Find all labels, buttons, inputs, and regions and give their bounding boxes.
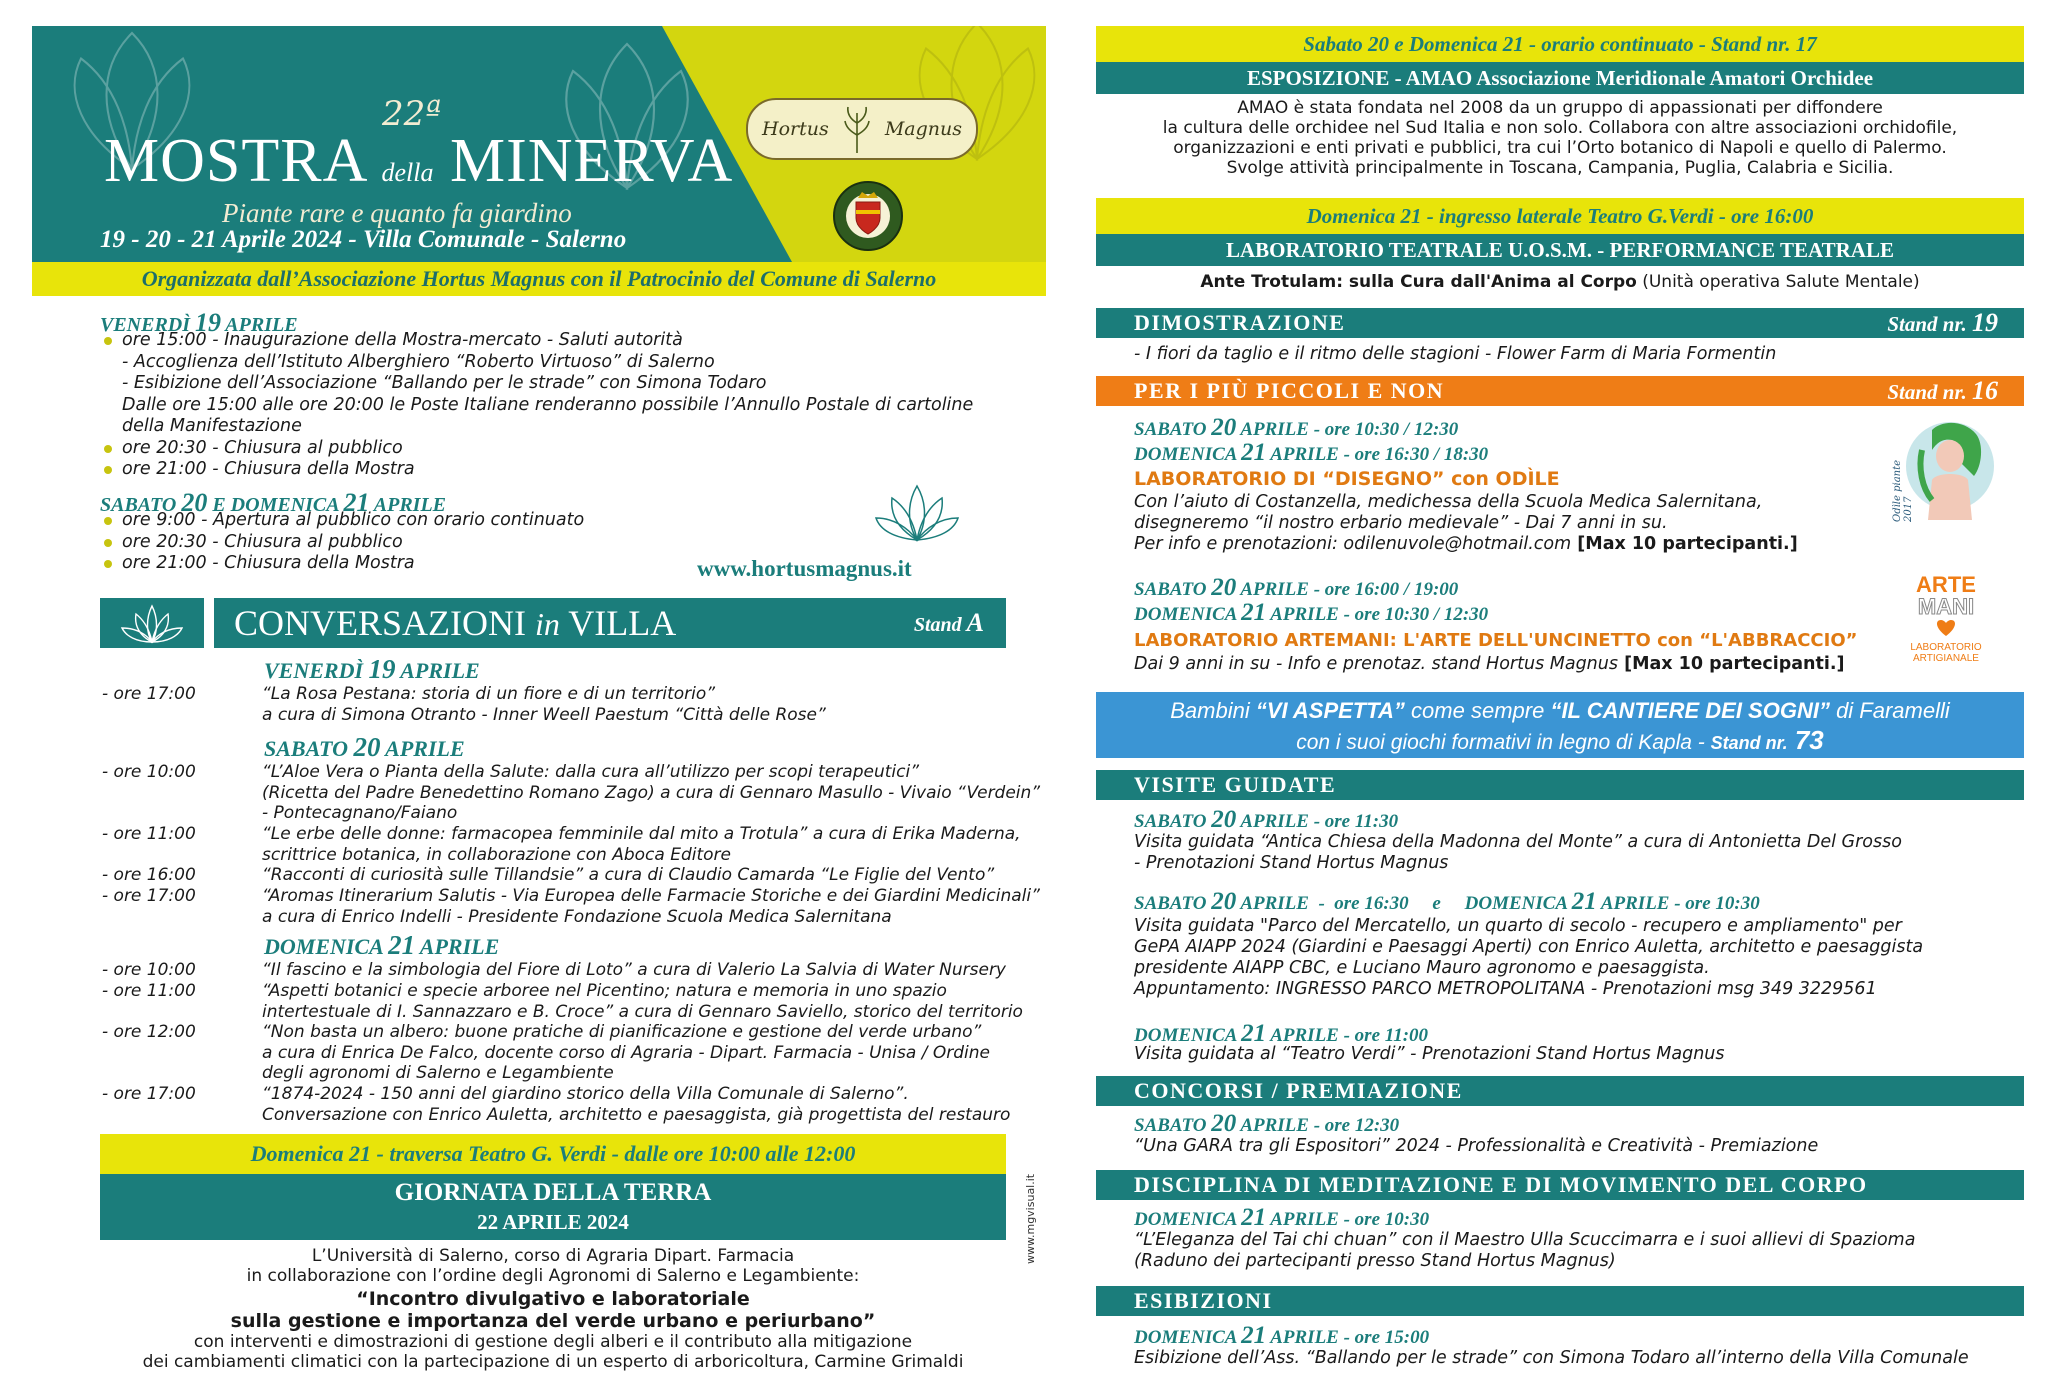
text-span: di Faramelli [1829, 698, 1950, 723]
talk-time: - ore 12:00 [102, 1022, 196, 1042]
talk-time: - ore 10:00 [102, 960, 196, 980]
day-number: 20 [1211, 1110, 1237, 1137]
text-line: organizzazioni e enti privati e pubblici, tra cui l’Orto botanico di Napoli e quello di Palermo. [1173, 138, 1947, 158]
teatro-unit: (Unità operativa Salute Mentale) [1636, 272, 1920, 292]
concorsi-heading [1096, 1076, 2024, 1106]
plant-logo-icon [842, 103, 872, 155]
day-number: 20 [181, 488, 208, 517]
talk-text [262, 960, 1022, 981]
text-span: “IL CANTIERE DEI SOGNI” [1550, 698, 1830, 723]
day-name: VENERDÌ [100, 314, 191, 336]
talk-line: “1874-2024 - 150 anni del giardino storico della Villa Comunale di Salerno”. [262, 1084, 909, 1104]
talk-line: “Le erbe delle donne: farmacopea femminile dal mito a Trotula” a cura di Erika Maderna, [262, 824, 1021, 844]
talk-text [262, 865, 1022, 886]
day-name: SABATO [1134, 811, 1207, 832]
day-number: 21 [343, 488, 370, 517]
text-line: AMAO è stata fondata nel 2008 da un gruppo di appassionati per diffondere [1237, 98, 1883, 118]
artemani-word-mani: MANI [1917, 594, 1975, 619]
hortus-magnus-logo [746, 98, 978, 160]
talk-line: “La Rosa Pestana: storia di un fiore e di un territorio” [262, 684, 716, 704]
amao-date-band: Sabato 20 e Domenica 21 - orario continuato - Stand nr. 17 [1096, 26, 2024, 62]
text-line: Visita guidata “Antica Chiesa della Madonna del Monte” a cura di Antonietta Del Grosso [1134, 832, 1902, 852]
text-line: “Incontro divulgativo e laboratoriale [356, 1288, 750, 1310]
teatro-date-band: Domenica 21 - ingresso laterale Teatro G.Verdi - ore 16:00 [1096, 198, 2024, 234]
amao-description [1096, 98, 2024, 178]
text-span: “VI ASPETTA” [1255, 698, 1405, 723]
day-number: 20 [1211, 806, 1237, 833]
title-word: CONVERSAZIONI [234, 603, 526, 643]
list-item: della Manifestazione [122, 416, 302, 436]
terra-incontro-title [100, 1288, 1006, 1332]
stand-label [1887, 308, 1998, 339]
day-name: DOMENICA [1134, 1025, 1237, 1046]
text-line: L’Università di Salerno, corso di Agraria Dipart. Farmacia [311, 1246, 795, 1266]
terra-title-band [100, 1174, 1006, 1240]
text-span: con i suoi giochi formativi in legno di Kapla - [1296, 731, 1711, 754]
text-line: GePA AIAPP 2024 (Giardini e Paesaggi Aperti) con Enrico Auletta, architetto e paesaggista [1134, 937, 1924, 957]
list-item: ore 21:00 - Chiusura della Mostra [102, 553, 584, 575]
talk-line: scrittrice botanica, in collaborazione con Aboca Editore [262, 844, 731, 865]
text-line: Con l’aiuto di Costanzella, medichessa della Scuola Medica Salernitana, [1134, 492, 1763, 512]
talk-time: - ore 11:00 [102, 981, 196, 1001]
day-name: DOMENICA [1134, 444, 1237, 465]
day-name: DOMENICA [264, 934, 383, 959]
list-item: ore 21:00 - Chiusura della Mostra [102, 459, 973, 481]
talk-text [262, 762, 1041, 824]
stand-text: Stand [913, 614, 962, 636]
section-title: DISCIPLINA DI MEDITAZIONE E DI MOVIMENTO DEL CORPO [1134, 1172, 1868, 1197]
stand-text: Stand nr. [1887, 380, 1967, 404]
talk-line: intertestuale di I. Sannazzaro e B. Croce” a cura di Gennaro Saviello, storico del territorio [262, 1001, 1023, 1022]
lab2-day-sunday [1134, 599, 1488, 627]
talk-time: - ore 10:00 [102, 762, 196, 782]
talk-line: “L’Aloe Vera o Pianta della Salute: dalla cura all’utilizzo per scopi terapeutici” [262, 762, 920, 782]
day-number: 21 [388, 930, 416, 960]
text-line: in collaborazione con l’ordine degli Agronomi di Salerno e Legambiente: [246, 1266, 860, 1286]
stand-value: A [966, 608, 984, 637]
day-number: 19 [195, 308, 222, 337]
stand-text: Stand nr. [1887, 312, 1967, 336]
day-time: APRILE - ore 10:30 / 12:30 [1240, 419, 1459, 440]
talk-line: “Aspetti botanici e specie arboree nel Picentino; natura e memoria in uno spazio [262, 981, 947, 1001]
left-column [32, 26, 1046, 1376]
conversazioni-icon-box [100, 598, 204, 648]
concorsi-description: “Una GARA tra gli Espositori” 2024 - Professionalità e Creatività - Premiazione [1134, 1136, 1819, 1156]
lotus-icon [100, 598, 204, 648]
text-line: Visita guidata "Parco del Mercatello, un quarto di secolo - recupero e ampliamento" per [1134, 916, 1902, 936]
text-line: presidente AIAPP CBC, e Luciano Mauro agronomo e paesaggista. [1134, 958, 1710, 978]
heart-hands-icon [1931, 618, 1961, 638]
talk-item [102, 684, 1022, 726]
teatro-description [1096, 272, 2024, 292]
talk-time: - ore 17:00 [102, 684, 196, 704]
terra-date-band: Domenica 21 - traversa Teatro G. Verdi - dalle ore 10:00 alle 12:00 [100, 1134, 1006, 1174]
day-name: SABATO [1134, 893, 1207, 914]
day-name: DOMENICA [1134, 1209, 1237, 1230]
title-word-minerva: MINERVA [449, 127, 734, 195]
list-item: - Esibizione dell’Associazione “Ballando per le strade” con Simona Todaro [122, 373, 767, 393]
day-number: 21 [1241, 599, 1267, 626]
day-name: SABATO [1134, 579, 1207, 600]
talk-text [262, 824, 1022, 865]
text-line: (Raduno dei partecipanti presso Stand Hortus Magnus) [1134, 1251, 1616, 1271]
kapla-banner [1096, 692, 2024, 758]
poster-header [32, 26, 1046, 262]
text-span: Bambini [1170, 698, 1256, 723]
artemani-word-arte: ARTE [1916, 572, 1976, 597]
visit1-day [1134, 806, 1398, 834]
day-name: VENERDÌ [264, 658, 364, 683]
list-item: ore 20:30 - Chiusura al pubblico [102, 438, 973, 460]
conversazioni-band [100, 598, 1006, 648]
section-title: ESIBIZIONI [1134, 1288, 1273, 1313]
day-month: APRILE [225, 314, 298, 336]
talk-text [262, 1084, 1022, 1125]
day-time: APRILE - ore 10:30 / 12:30 [1270, 604, 1489, 625]
day-time: APRILE - ore 16:30 / 18:30 [1270, 444, 1489, 465]
lab1-max: [Max 10 partecipanti.] [1571, 534, 1798, 554]
talk-item [102, 1084, 1022, 1126]
piccoli-heading [1096, 376, 2024, 406]
text-line: “L’Eleganza del Tai chi chuan” con il Maestro Ulla Scuccimarra e i suoi allievi di Spaziomа [1134, 1230, 1916, 1250]
day-number: 21 [1241, 439, 1267, 466]
conv-friday-heading [264, 654, 480, 685]
stand-label [914, 598, 984, 650]
text-span: come sempre [1404, 698, 1551, 723]
terra-outro [100, 1332, 1006, 1372]
list-item: - Accoglienza dell’Istituto Alberghiero “Roberto Virtuoso” di Salerno [122, 351, 715, 372]
talk-time: - ore 16:00 [102, 865, 196, 885]
lab2-info: Dai 9 anni in su - Info e prenotaz. stand Hortus Magnus [1134, 654, 1618, 674]
day-time: APRILE - ore 10:30 [1600, 893, 1760, 914]
day-month: APRILE [400, 658, 480, 683]
meditazione-description [1134, 1230, 1915, 1272]
day-number: 20 [1211, 414, 1237, 441]
printer-credit: www.mgvisual.it [1024, 1173, 1037, 1264]
teatro-title-band: LABORATORIO TEATRALE U.O.S.M. - PERFORMANCE TEATRALE [1096, 234, 2024, 266]
lab2-title: LABORATORIO ARTEMANI: L'ARTE DELL'UNCINETTO con “L'ABBRACCIO” [1134, 630, 1858, 651]
conv-sunday-heading [264, 930, 499, 961]
talk-item [102, 1022, 1022, 1084]
talk-line: Conversazione con Enrico Auletta, architetto e paesaggista, già progettista del restauro [262, 1104, 1011, 1125]
friday-program-list [102, 330, 973, 481]
talk-text [262, 1022, 1022, 1084]
talk-line: “Racconti di curiosità sulle Tillandsie” a cura di Claudio Camarda “Le Figlie del Vento” [262, 865, 995, 885]
day-time: APRILE - ore 12:30 [1240, 1115, 1400, 1136]
visit1-description [1134, 832, 1902, 874]
list-item: ore 15:00 - Inaugurazione della Mostra-mercato - Saluti autorità [102, 330, 973, 352]
lab1-day-sunday [1134, 439, 1488, 467]
text-line: disegneremo “il nostro erbario medievale” - Dai 7 anni in su. [1134, 513, 1668, 533]
logo-text-hortus: Hortus [762, 118, 829, 140]
concorsi-day [1134, 1110, 1399, 1138]
day-number: 20 [1211, 574, 1237, 601]
talk-item [102, 886, 1040, 928]
comune-salerno-seal-icon [830, 178, 906, 254]
text-line: sulla gestione e importanza del verde urbano e periurbano” [230, 1310, 876, 1332]
title-word: in [535, 606, 560, 642]
day-name: DOMENICA [1464, 893, 1568, 914]
day-number: 21 [1241, 1322, 1267, 1349]
day-number: 19 [368, 654, 396, 684]
title-word-mostra: MOSTRA [104, 127, 365, 195]
esibizioni-description: Esibizione dell’Ass. “Ballando per le strade” con Simona Todaro all’interno della Villa Comunale [1134, 1348, 1969, 1368]
text-span: Stand nr. [1710, 733, 1788, 753]
day-month: APRILE [373, 494, 447, 516]
section-title: PER I PIÙ PICCOLI E NON [1134, 378, 1445, 403]
visite-heading [1096, 770, 2024, 800]
talk-text [262, 886, 1040, 927]
talk-text [262, 981, 1022, 1022]
visit2-day [1134, 888, 1760, 916]
list-item: ore 20:30 - Chiusura al pubblico [102, 532, 584, 554]
stand-number: 16 [1972, 376, 1998, 405]
dimostrazione-text: - I fiori da taglio e il ritmo delle stagioni - Flower Farm di Maria Formentin [1134, 344, 1777, 364]
odile-logo [1892, 410, 2002, 538]
day-time: APRILE - ore 10:30 [1270, 1209, 1430, 1230]
artemani-logo [1886, 566, 2006, 666]
terra-title: GIORNATA DELLA TERRA [394, 1179, 712, 1206]
text-line: Appuntamento: INGRESSO PARCO METROPOLITANA - Prenotazioni msg 349 3229561 [1134, 979, 1877, 999]
lab1-description [1134, 492, 1798, 555]
teatro-show-title: Ante Trotulam: sulla Cura dall'Anima al Corpo [1200, 272, 1637, 292]
text-line [1134, 534, 1798, 555]
day-number: 21 [1241, 1204, 1267, 1231]
kapla-line-2 [1096, 726, 2024, 757]
talk-line: “Non basta un albero: buone pratiche di pianificazione e gestione del verde urbano” [262, 1022, 982, 1042]
title-word-della: della [381, 158, 434, 187]
lab1-day-saturday [1134, 414, 1458, 442]
logo-text-magnus: Magnus [884, 118, 962, 140]
lab2-day-saturday [1134, 574, 1458, 602]
day-name: SABATO [1134, 419, 1207, 440]
esibizioni-day [1134, 1322, 1429, 1350]
day-month: APRILE [419, 934, 500, 959]
list-item: Dalle ore 15:00 alle ore 20:00 le Poste Italiane renderanno possibile l’Annullo Postale di cartoline [122, 394, 974, 415]
visit2-description [1134, 916, 1923, 1000]
terra-date: 22 APRILE 2024 [477, 1210, 629, 1234]
day-name: SABATO [100, 494, 177, 516]
event-dates: 19 - 20 - 21 Aprile 2024 - Villa Comunale - Salerno [100, 226, 627, 253]
talk-item [102, 960, 1022, 981]
esibizioni-heading [1096, 1286, 2024, 1316]
day-name: DOMENICA [1134, 604, 1237, 625]
talk-line: “Aromas Itinerarium Salutis - Via Europea delle Farmacie Storiche e dei Giardini Medicinali” [262, 886, 1040, 906]
day-month: APRILE [385, 736, 465, 761]
talk-time: - ore 17:00 [102, 886, 196, 906]
talk-item [102, 981, 1022, 1023]
section-title: VISITE GUIDATE [1134, 772, 1337, 797]
talk-line: a cura di Enrica De Falco, docente corso di Agraria - Dipart. Farmacia - Unisa / Ordine [262, 1042, 990, 1063]
day-time: APRILE - ore 11:30 [1240, 811, 1399, 832]
day-name: SABATO [1134, 1115, 1207, 1136]
lotus-icon [872, 478, 962, 548]
odile-logo-text: Odìle piante 2017 [1892, 459, 1914, 522]
organizer-band: Organizzata dall’Associazione Hortus Magnus con il Patrocinio del Comune di Salerno [32, 262, 1046, 296]
weekend-program-list [102, 510, 584, 575]
day-number: 21 [1571, 888, 1597, 915]
talk-line: degli agronomi di Salerno e Legambiente [262, 1063, 614, 1083]
stand-label [1887, 376, 1998, 407]
text-line: con interventi e dimostrazioni di gestione degli alberi e il contributo alla mitigazione [193, 1332, 913, 1352]
website-link[interactable]: www.hortusmagnus.it [697, 556, 912, 581]
dimostrazione-heading [1096, 308, 2024, 338]
conversazioni-title [214, 598, 1006, 648]
text-line: Svolge attività principalmente in Toscana, Campania, Puglia, Calabria e Sicilia. [1226, 158, 1894, 178]
page-title [104, 126, 733, 197]
talk-text [262, 684, 1022, 725]
lab1-title: LABORATORIO DI “DISEGNO” con ODÌLE [1134, 468, 1560, 490]
lab2-description [1134, 654, 1845, 675]
talk-line: (Ricetta del Padre Benedettino Romano Zago) a cura di Gennaro Masullo - Vivaio “Verdein” [262, 782, 1041, 803]
text-line: la cultura delle orchidee nel Sud Italia e non solo. Collabora con altre associazioni orchidofile, [1162, 118, 1958, 138]
day-number: 20 [353, 732, 381, 762]
day-name: SABATO [264, 736, 348, 761]
title-word: VILLA [568, 603, 677, 643]
talk-time: - ore 17:00 [102, 1084, 196, 1104]
text-line: dei cambiamenti climatici con la partecipazione di un esperto di arboricoltura, Carmine Grimaldi [142, 1352, 964, 1372]
section-title: CONCORSI / PREMIAZIONE [1134, 1078, 1463, 1103]
day-number: 21 [1241, 1020, 1267, 1047]
lab1-contact: Per info e prenotazioni: odilenuvole@hotmail.com [1134, 534, 1572, 554]
day-time: APRILE - ore 16:30 e [1240, 893, 1465, 914]
section-title: DIMOSTRAZIONE [1134, 310, 1346, 335]
meditazione-day [1134, 1204, 1429, 1232]
talk-item [102, 824, 1022, 866]
stand-number: 19 [1972, 308, 1998, 337]
day-name: DOMENICA [1134, 1327, 1237, 1348]
talk-item [102, 762, 1041, 824]
talk-line: a cura di Simona Otranto - Inner Weell Paestum “Città delle Rose” [262, 704, 826, 725]
day-time: APRILE - ore 15:00 [1270, 1327, 1430, 1348]
kapla-line-1 [1096, 692, 2024, 726]
right-column [1096, 26, 2024, 1376]
amao-title-band: ESPOSIZIONE - AMAO Associazione Meridionale Amatori Orchidee [1096, 62, 2024, 94]
talk-line: a cura di Enrico Indelli - Presidente Fondazione Scuola Medica Salernitana [262, 906, 892, 927]
page-subtitle: Piante rare e quanto fa giardino [222, 198, 572, 228]
day-number: 20 [1211, 888, 1237, 915]
lab2-max: [Max 10 partecipanti.] [1617, 654, 1845, 674]
meditazione-heading [1096, 1170, 2024, 1200]
text-span: 73 [1787, 725, 1824, 755]
day-connector: E DOMENICA [212, 494, 339, 516]
talk-line: - Pontecagnano/Faiano [262, 803, 458, 823]
conv-saturday-heading [264, 732, 465, 763]
text-line: - Prenotazioni Stand Hortus Magnus [1134, 853, 1449, 873]
list-item: ore 9:00 - Apertura al pubblico con orario continuato [102, 510, 584, 532]
talk-time: - ore 11:00 [102, 824, 196, 844]
day-time: APRILE - ore 16:00 / 19:00 [1240, 579, 1459, 600]
day-time: APRILE - ore 11:00 [1270, 1025, 1429, 1046]
talk-line: “Il fascino e la simbologia del Fiore di Loto” a cura di Valerio La Salvia di Water Nursery [262, 960, 1006, 980]
visit3-description: Visita guidata al “Teatro Verdi” - Prenotazioni Stand Hortus Magnus [1134, 1044, 1725, 1064]
talk-item [102, 865, 1022, 886]
edition-number: 22ª [382, 94, 442, 134]
artemani-subtitle: LABORATORIO ARTIGIANALE [1910, 642, 1982, 664]
terra-intro [100, 1246, 1006, 1286]
